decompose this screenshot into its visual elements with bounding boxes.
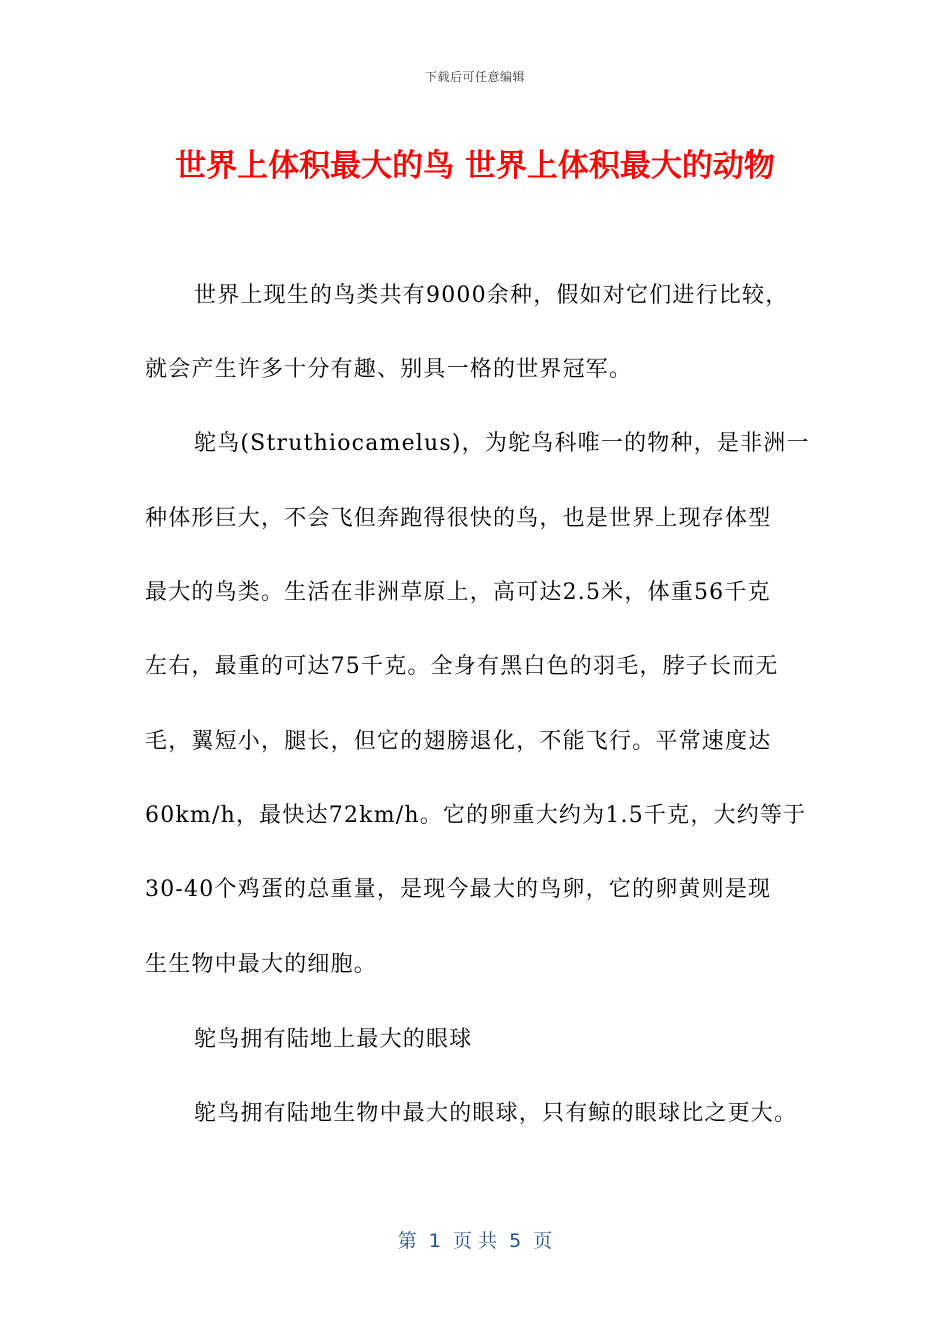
header-note: 下载后可任意编辑 bbox=[424, 70, 525, 84]
paragraph-line: 60km/h，最快达72km/h。它的卵重大约为1.5千克，大约等于 bbox=[145, 803, 807, 828]
paragraph-line: 生生物中最大的细胞。 bbox=[145, 952, 378, 977]
paragraph-line: 鸵鸟拥有陆地生物中最大的眼球，只有鲸的眼球比之更大。 bbox=[194, 1101, 798, 1126]
document-title: 世界上体积最大的鸟 世界上体积最大的动物 bbox=[175, 148, 775, 184]
paragraph-line: 毛，翼短小，腿长，但它的翅膀退化，不能飞行。平常速度达 bbox=[145, 729, 772, 754]
paragraph-line: 种体形巨大，不会飞但奔跑得很快的鸟，也是世界上现存体型 bbox=[145, 506, 772, 531]
paragraph-line: 就会产生许多十分有趣、别具一格的世界冠军。 bbox=[145, 357, 633, 382]
paragraph-line: 鸵鸟(Struthiocamelus)，为鸵鸟科唯一的物种，是非洲一 bbox=[194, 431, 810, 456]
page-footer: 第 1 页 共 5 页 bbox=[397, 1230, 553, 1252]
paragraph-line: 30-40个鸡蛋的总重量，是现今最大的鸟卵，它的卵黄则是现 bbox=[145, 877, 772, 902]
paragraph-line: 世界上现生的鸟类共有9000余种，假如对它们进行比较， bbox=[194, 283, 789, 308]
paragraph-line: 最大的鸟类。生活在非洲草原上，高可达2.5米，体重56千克 bbox=[145, 580, 771, 605]
paragraph-line: 左右，最重的可达75千克。全身有黑白色的羽毛，脖子长而无 bbox=[145, 654, 779, 679]
subheading: 鸵鸟拥有陆地上最大的眼球 bbox=[194, 1027, 473, 1052]
